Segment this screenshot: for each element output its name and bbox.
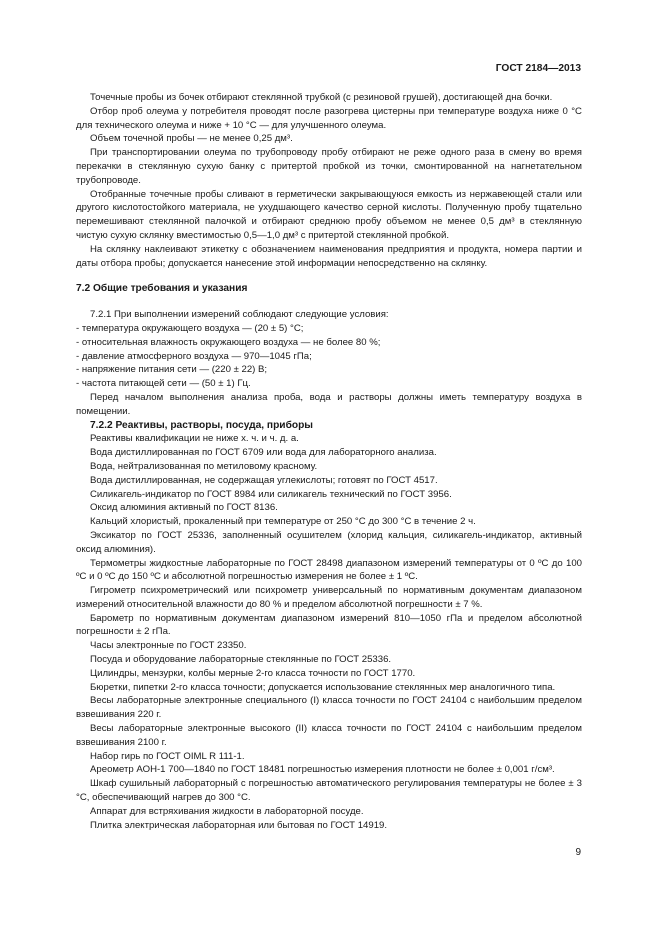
subsection-title: 7.2.2 Реактивы, растворы, посуда, приборы [90,419,314,431]
paragraph: Эксикатор по ГОСТ 25336, заполненный осушителем (хлорид кальция, силикагель-индикатор, активный оксид алюминия). [76,529,582,555]
paragraph: Барометр по нормативным документам диапазоном измерений 810—1050 гПа и пределом абсолютной погрешности ± 2 гПа. [76,612,582,638]
paragraph: Силикагель-индикатор по ГОСТ 8984 или силикагель технический по ГОСТ 3956. [90,488,452,500]
page-number: 9 [575,847,581,858]
paragraph: Часы электронные по ГОСТ 23350. [90,640,247,652]
paragraph: Вода, нейтрализованная по метиловому красному. [90,460,318,472]
reagents-paragraphs [76,432,582,832]
paragraph: Посуда и оборудование лабораторные стеклянные по ГОСТ 25336. [90,654,392,666]
list-item: - относительная влажность окружающего воздуха — не более 80 %; [76,336,381,348]
paragraph: Гигрометр психрометрический или психрометр универсальный по нормативным документам диапазоном измерений относительной влажности до 80 % и пределом абсолютной погрешности ± 7 %. [76,585,582,610]
paragraph: Набор гирь по ГОСТ OIML R 111-1. [90,750,245,762]
list-item: - температура окружающего воздуха — (20 ± 5) °С; [76,322,304,334]
paragraph: Термометры жидкостные лабораторные по ГОСТ 28498 диапазоном измерений температуры от 0 ºС до 100 ºС и 0 ºС до 150 ºС и абсолютной погрешностью измерения не более ± 1 ºС. [76,557,582,583]
paragraph: Кальций хлористый, прокаленный при температуре от 250 °С до 300 °С в течение 2 ч. [90,516,476,528]
paragraph: Объем точечной пробы — не менее 0,25 дм³. [90,133,293,145]
paragraph: Точечные пробы из бочек отбирают стеклянной трубкой (с резиновой грушей), достигающей дна бочки. [90,92,553,103]
page-body [76,91,582,832]
paragraph: Шкаф сушильный лабораторный с погрешностью автоматического регулирования температуры не более ± 3 °С, обеспечивающий нагрев до 300 °С. [76,778,582,804]
paragraph: Вода дистиллированная по ГОСТ 6709 или вода для лабораторного анализа. [90,447,437,459]
paragraph: Отбор проб олеума у потребителя проводят после разогрева цистерны при температуре воздуха ниже 0 °С для технического олеума и ниже + 10 °С — для улучшенного олеума. [76,105,582,131]
paragraph: Отобранные точечные пробы сливают в герметически закрывающуюся емкость из нержавеющей стали или другого кислотостойкого материала, не ухудшающего качество серной кислоты. Полученную пробу тщательно перемешивают стеклянной палочкой и отбирают среднюю пробу объемом не менее 0,5 дм³ в стеклянную чистую сухую склянку вместимостью 0,5—1,0 дм³ с притертой стеклянной пробкой. [76,188,582,241]
paragraph: Аппарат для встряхивания жидкости в лабораторной посуде. [90,805,364,817]
paragraph: Вода дистиллированная, не содержащая углекислоты; готовят по ГОСТ 4517. [90,474,438,486]
paragraph: При транспортировании олеума по трубопроводу пробу отбирают не реже одного раза в смену во время перекачки в стеклянную сухую банку с притертой пробкой из точки, смонтированной на нагнетательном трубопроводе. [76,147,582,186]
paragraph: Перед началом выполнения анализа проба, вода и растворы должны иметь температуру воздуха в помещении. [76,391,582,417]
paragraph: Плитка электрическая лабораторная или бытовая по ГОСТ 14919. [90,819,388,831]
paragraph: Оксид алюминия активный по ГОСТ 8136. [90,502,278,514]
sampling-paragraphs [76,91,582,270]
paragraph: Цилиндры, мензурки, колбы мерные 2-го класса точности по ГОСТ 1770. [90,667,416,679]
paragraph: Весы лабораторные электронные высокого (II) класса точности по ГОСТ 24104 с наибольшим пределом взвешивания 2100 г. [76,723,582,748]
list-item: - напряжение питания сети — (220 ± 22) В; [76,364,268,376]
document-code: ГОСТ 2184—2013 [495,63,581,74]
requirements-paragraphs [76,308,582,418]
section-title: 7.2 Общие требования и указания [76,283,248,295]
list-item: - давление атмосферного воздуха — 970—1045 гПа; [76,350,312,362]
list-item: - частота питающей сети — (50 ± 1) Гц. [76,378,251,390]
paragraph: Реактивы квалификации не ниже х. ч. и ч. д. а. [90,433,299,445]
paragraph: 7.2.1 При выполнении измерений соблюдают следующие условия: [90,309,389,321]
paragraph: Ареометр АОН-1 700—1840 по ГОСТ 18481 погрешностью измерения плотности не более ± 0,001 г/см³. [90,764,555,776]
paragraph: Весы лабораторные электронные специального (I) класса точности по ГОСТ 24104 с наибольшим пределом взвешивания 220 г. [76,695,582,721]
paragraph: На склянку наклеивают этикетку с обозначением наименования предприятия и продукта, номера партии и даты отбора пробы; допускается нанесение этой информации непосредственно на склянку. [76,243,582,269]
paragraph: Бюретки, пипетки 2-го класса точности; допускается использование стеклянных мер аналогичного типа. [90,681,556,693]
